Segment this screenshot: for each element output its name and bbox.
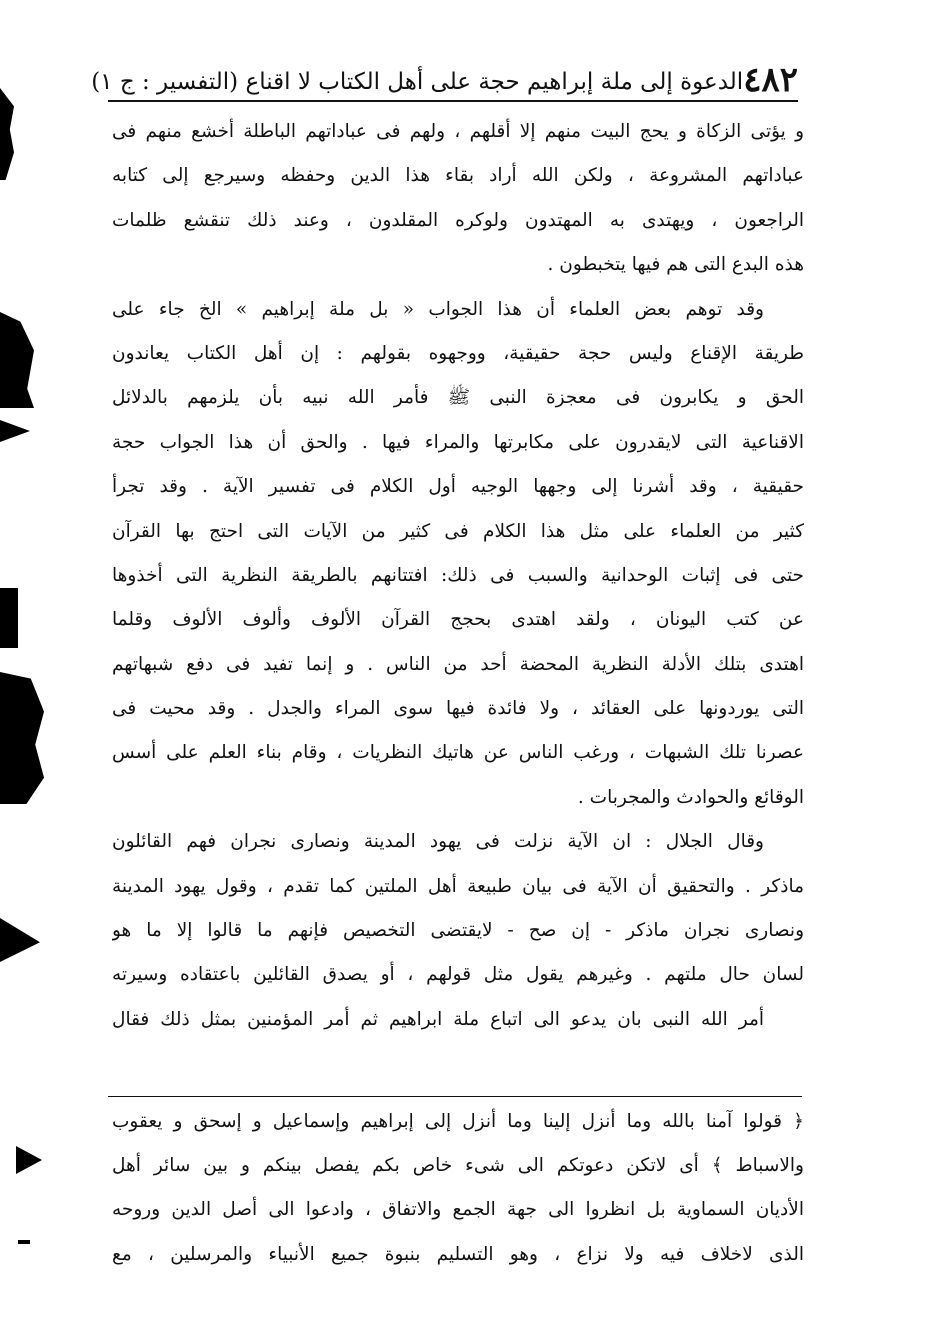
- text-line: الراجعون ، ويهتدى به المهتدون ولوكره المقلدون ، وعند ذلك تنقشع ظلمات: [112, 209, 804, 231]
- text-line: طريقة الإقناع وليس حجة حقيقية، ووجهوه بقولهم : إن أهل الكتاب يعاندون: [112, 342, 804, 364]
- scan-margin-blot: [0, 420, 30, 442]
- scan-margin-blot: [0, 588, 18, 648]
- text-line: أمر الله النبى بان يدعو الى اتباع ملة ابراهيم ثم أمر المؤمنين بمثل ذلك فقال: [112, 1008, 764, 1030]
- text-line: ماذكر . والتحقيق أن الآية فى بيان طبيعة أهل الملتين كما تقدم ، وقول يهود المدينة: [112, 875, 804, 897]
- text-line: ونصارى نجران ماذكر - إن صح - لايقتضى التخصيص فإنهم ما قالوا إلا ما هو: [112, 920, 804, 942]
- text-line: اهتدى بتلك الأدلة النظرية المحضة أحد من الناس . و إنما تفيد فى دفع شبهاتهم: [112, 653, 804, 675]
- main-text-block: [112, 110, 804, 1042]
- scan-margin-blot: [0, 312, 34, 408]
- scan-margin-blot: [18, 1240, 30, 1244]
- verse-rule: [108, 1096, 802, 1097]
- verse-line: ﴿ قولوا آمنا بالله وما أنزل إلينا وما أنزل إلى إبراهيم وإسماعيل و إسحق و يعقوب: [112, 1111, 804, 1132]
- commentary-line: والاسباط ﴾ أى لاتكن دعوتكم الى شىء خاص بكم يفصل بينكم و بين سائر أهل: [112, 1155, 804, 1177]
- commentary-line: الذى لاخلاف فيه ولا نزاع ، وهو التسليم بنبوة جميع الأنبياء والمرسلين ، مع: [112, 1243, 804, 1265]
- text-line: حقيقية ، وقد أشرنا إلى وجهها الوجيه أول الكلام فى تفسير الآية . وقد تجرأ: [112, 476, 804, 498]
- text-line: التى يوردونها على العقائد ، ولا فائدة فيها سوى المراء والجدل . وقد محيت فى: [112, 698, 804, 720]
- text-line: هذه البدع التى هم فيها يتخبطون .: [547, 254, 804, 276]
- scan-margin-blot: [0, 88, 14, 180]
- page-number: ٤٨٢: [743, 60, 798, 100]
- text-line: و يؤتى الزكاة و يحج البيت منهم إلا أقلهم ، ولهم فى عباداتهم الباطلة أخشع منهم فى: [112, 121, 804, 142]
- text-line: عصرنا تلك الشبهات ، ورغب الناس عن هاتيك النظريات ، وقام بناء العلم على أسس: [112, 742, 804, 764]
- text-line: الوقائع والحوادث والمجربات .: [577, 786, 804, 808]
- text-line: كثير من العلماء على مثل هذا الكلام فى كثير من الآيات التى احتج بها القرآن: [112, 520, 804, 542]
- header-rule: [108, 100, 798, 102]
- text-line: وقد توهم بعض العلماء أن هذا الجواب « بل ملة إبراهيم » الخ جاء على: [112, 298, 764, 320]
- text-line: الحق و يكابرون فى معجزة النبى ﷺ فأمر الله نبيه بأن يلزمهم بالدلائل: [112, 387, 804, 409]
- text-line: لسان حال ملتهم . وغيرهم يقول مثل قولهم ، أو يصدق القائلين باعتقاده وسيرته: [112, 964, 804, 986]
- commentary-line: الأديان السماوية بل انظروا الى جهة الجمع والاتفاق ، وادعوا الى أصل الدين وروحه: [112, 1199, 804, 1221]
- verse-commentary-block: [112, 1100, 804, 1277]
- scan-margin-blot: [0, 918, 40, 962]
- page-header: [91, 56, 798, 100]
- scan-margin-blot: [0, 672, 44, 804]
- text-line: حتى فى إثبات الوحدانية والسبب فى ذلك: افتتانهم بالطريقة النظرية التى أخذوها: [112, 564, 804, 586]
- running-header-title: الدعوة إلى ملة إبراهيم حجة على أهل الكتاب لا اقناع (التفسير : ج ١): [91, 69, 744, 95]
- text-line: عباداتهم المشروعة ، ولكن الله أراد بقاء هذا الدين وحفظه وسيرجع إلى كتابه: [112, 165, 804, 187]
- text-line: وقال الجلال : ان الآية نزلت فى يهود المدينة ونصارى نجران فهم القائلون: [112, 831, 764, 853]
- text-line: عن كتب اليونان ، ولقد اهتدى بحجج القرآن الألوف وألوف الألوف وقلما: [112, 609, 804, 631]
- text-line: الاقناعية التى لايقدرون على مكابرتها والمراء فيها . والحق أن هذا الجواب حجة: [112, 431, 804, 453]
- scan-margin-arrow: [16, 1146, 42, 1174]
